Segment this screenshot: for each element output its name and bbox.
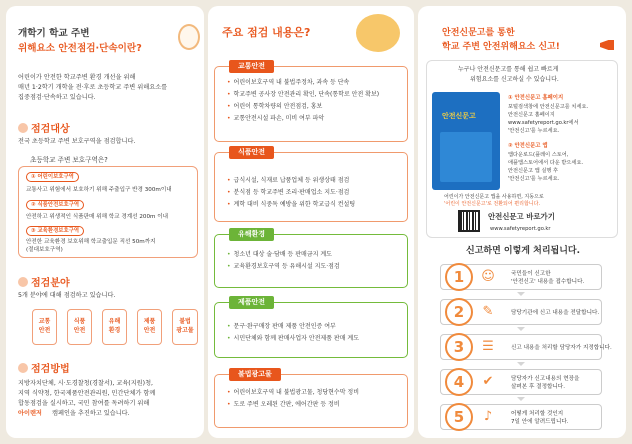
intro-line: 어린이가 안전한 학교주변 환경 개선을 위해 bbox=[18, 74, 136, 81]
process-title: 신고하면 이렇게 처리됩니다. bbox=[466, 246, 581, 256]
card-item: • 청소년 대상 술·담배 등 판매금지 계도 bbox=[227, 251, 332, 259]
chevron-down-icon bbox=[517, 327, 525, 331]
method-line: 합동점검을 실시하고, 국민 참여를 독려하기 위해 bbox=[18, 400, 150, 407]
process-step bbox=[440, 404, 602, 430]
process-step bbox=[440, 369, 602, 395]
step-text: 살펴본 후 결정합니다. bbox=[511, 384, 565, 390]
megaphone-icon bbox=[600, 40, 614, 50]
zone-desc: (절대보호구역) bbox=[26, 247, 63, 253]
app-poster-image bbox=[432, 92, 500, 190]
report-intro: 누구나 안전신문고를 통해 쉽고 빠르게 bbox=[458, 66, 559, 73]
zone-desc: 안전하고 위생적인 식품판매 위해 학교 경계선 200m 이내 bbox=[26, 214, 169, 220]
field-ads: 불법 광고물 bbox=[172, 309, 198, 345]
step-number: 3 bbox=[445, 333, 473, 361]
poster-title: 안전신문고 bbox=[442, 112, 476, 120]
card-item: • 시민단체와 함께 판매사업자 안전제품 판매 계도 bbox=[227, 335, 359, 343]
field-product: 제품 안전 bbox=[137, 309, 162, 345]
step-text: 국민들이 신고한 bbox=[511, 271, 551, 277]
bell-icon: ♪ bbox=[483, 409, 493, 424]
card-food bbox=[214, 148, 408, 222]
target-text: 전국 초등학교 주변 보호구역을 점검합니다. bbox=[18, 138, 136, 145]
method-highlight: 아이랜저 bbox=[18, 410, 42, 417]
app-step-line: 안전신문고 홈페이지 bbox=[508, 112, 555, 118]
report-note: 어린이가 안전신문고 앱을 사용하면, 지동으로 bbox=[444, 194, 544, 200]
card-item: • 계학 대비 식중독 예방을 위한 학교급식 컨설팅 bbox=[227, 201, 355, 209]
person-icon: ☺ bbox=[481, 269, 495, 284]
field-food: 식품 안전 bbox=[67, 309, 92, 345]
card-title: 유해환경 bbox=[229, 228, 274, 241]
card-item: • 어린이 통학차량의 안전점검, 홍보 bbox=[227, 103, 322, 111]
chevron-down-icon bbox=[517, 362, 525, 366]
app-step-line: 안전신문고 앱 실행 후 bbox=[508, 168, 559, 174]
app-step-line: '안전신고'를 누르세요. bbox=[508, 128, 560, 134]
card-item: • 문구·완구매장 판매 제품 안전인증 여부 bbox=[227, 323, 336, 331]
step-number: 4 bbox=[445, 368, 473, 396]
method-heading: 점검방법 bbox=[18, 360, 70, 375]
card-item: • 도로 주변 오레된 간판, 에어간판 등 정비 bbox=[227, 401, 340, 409]
panel3-title-line2: 학교 주변 안전위해요소 신고! bbox=[442, 42, 560, 52]
card-ads bbox=[214, 370, 408, 428]
field-harmful: 유해 환경 bbox=[102, 309, 127, 345]
step-number: 5 bbox=[445, 403, 473, 431]
app-step-head: ② 안전신문고 앱 bbox=[508, 143, 548, 149]
card-product bbox=[214, 298, 408, 358]
method-line: 지역 식약청, 한국제품안전관리원, 민간단체가 함께 bbox=[18, 390, 156, 397]
card-item: • 분식점 등 학교주변 조리·판매업소 지도·점검 bbox=[227, 189, 349, 197]
card-title: 교통안전 bbox=[229, 60, 274, 73]
fields-heading: 점검분야 bbox=[18, 274, 70, 289]
card-traffic bbox=[214, 62, 408, 142]
panel-inspection-content bbox=[208, 6, 414, 438]
app-step-head: ① 안전신문고 홈페이지 bbox=[508, 95, 564, 101]
document-icon: ✎ bbox=[482, 304, 494, 319]
zone-tag: ① 어린이보호구역 bbox=[26, 172, 79, 182]
app-step-line: 앱다운로드(플레이 스토어, bbox=[508, 152, 569, 158]
app-step-line: 애플앱스토어에서 다운 받으세요. bbox=[508, 160, 584, 166]
step-number: 2 bbox=[445, 298, 473, 326]
intro-line: 매년 1·2학기 개학을 전·후로 초등학교 주변 위해요소를 bbox=[18, 84, 168, 91]
step-number: 1 bbox=[445, 263, 473, 291]
zone-desc: 안전한 교육환경 보호위해 학교출입문 직선 50m까지 bbox=[26, 239, 156, 245]
step-text: 어떻게 처리할 것인지 bbox=[511, 411, 564, 417]
qr-code-icon[interactable] bbox=[458, 210, 480, 232]
app-step-line: www.safetyreport.go.kr에서 bbox=[508, 120, 579, 126]
card-item: • 급식시설, 식재료 납품업체 등 위생상태 점검 bbox=[227, 177, 349, 185]
app-step-line: '안전신고'를 누르세요. bbox=[508, 176, 560, 182]
panel2-title: 주요 점검 내용은? bbox=[222, 26, 311, 39]
card-item: • 어린이보호구역 내 불법광고물, 청당현수막 정비 bbox=[227, 389, 359, 397]
title-line2: 위해요소 안전점검·단속이란? bbox=[18, 43, 142, 54]
title-line1: 개학기 학교 주변 bbox=[18, 28, 90, 39]
step-text: 신고 내용을 처리할 담당자가 지정합니다. bbox=[511, 345, 612, 351]
app-step-line: 포털검색창에 안전신문고를 치세요. bbox=[508, 104, 589, 110]
card-item: • 교육환경보호구역 등 유해시설 지도·점검 bbox=[227, 263, 340, 271]
step-text: 담당자가 신고내용의 현장을 bbox=[511, 376, 580, 382]
card-item: • 교통안전시설 파손, 미비 여부 파악 bbox=[227, 115, 324, 123]
process-step bbox=[440, 264, 602, 290]
mascot-image bbox=[356, 14, 400, 52]
fields-text: 5개 분야에 대해 점검하고 있습니다. bbox=[18, 292, 116, 299]
zone-tag: ② 식품안전보호구역 bbox=[26, 200, 84, 210]
zone-tag: ③ 교육환경보호구역 bbox=[26, 226, 84, 236]
card-title: 식품안전 bbox=[229, 146, 274, 159]
section-icon bbox=[18, 123, 28, 133]
report-note: '어린이 안전신문고'로 전환되어 편리합니다. bbox=[444, 201, 541, 207]
panel-report bbox=[418, 6, 626, 438]
zone-desc: 교통사고 위험에서 보호하기 위해 주출입구 반경 300m이내 bbox=[26, 187, 172, 193]
question-decoration bbox=[178, 24, 200, 50]
step-text: 7일 안에 알려드립니다. bbox=[511, 419, 569, 425]
card-title: 불법광고물 bbox=[229, 368, 281, 381]
intro-line: 집중점검·단속하고 있습니다. bbox=[18, 94, 96, 101]
target-heading: 점검대상 bbox=[18, 120, 70, 135]
card-harmful bbox=[214, 230, 408, 288]
card-title: 제품안전 bbox=[229, 296, 274, 309]
method-line: 캠페인을 추진하고 있습니다. bbox=[52, 410, 130, 417]
check-icon: ✔ bbox=[482, 374, 494, 389]
shortcut-title[interactable]: 안전신문고 바로가기 bbox=[488, 212, 555, 221]
panel3-title-line1: 안전신문고를 통한 bbox=[442, 28, 515, 38]
process-step bbox=[440, 334, 612, 360]
people-icon: ☰ bbox=[482, 339, 494, 354]
field-traffic: 교통 안전 bbox=[32, 309, 57, 345]
method-line: 지방자치단체, 시·도경찰청(경찰서), 교육(지원)청, bbox=[18, 380, 154, 387]
section-icon bbox=[18, 363, 28, 373]
card-item: • 학교주변 공사장 안전관리 확인, 단속(통학로 안전 확보) bbox=[227, 91, 379, 99]
report-intro: 위험요소를 신고하실 수 있습니다. bbox=[470, 76, 559, 83]
shortcut-url[interactable]: www.safetyreport.go.kr bbox=[490, 226, 551, 232]
process-step bbox=[440, 299, 602, 325]
section-icon bbox=[18, 277, 28, 287]
zone-question: 초등학교 주변 보호구역은? bbox=[30, 156, 108, 164]
chevron-down-icon bbox=[517, 397, 525, 401]
card-item: • 어린이보호구역 내 불법주정차, 과속 등 단속 bbox=[227, 79, 349, 87]
step-text: 담당기관에 신고 내용을 전달합니다. bbox=[511, 310, 600, 316]
panel-overview bbox=[6, 6, 204, 438]
step-text: '안전신고' 내용을 접수합니다. bbox=[511, 279, 585, 285]
chevron-down-icon bbox=[517, 292, 525, 296]
